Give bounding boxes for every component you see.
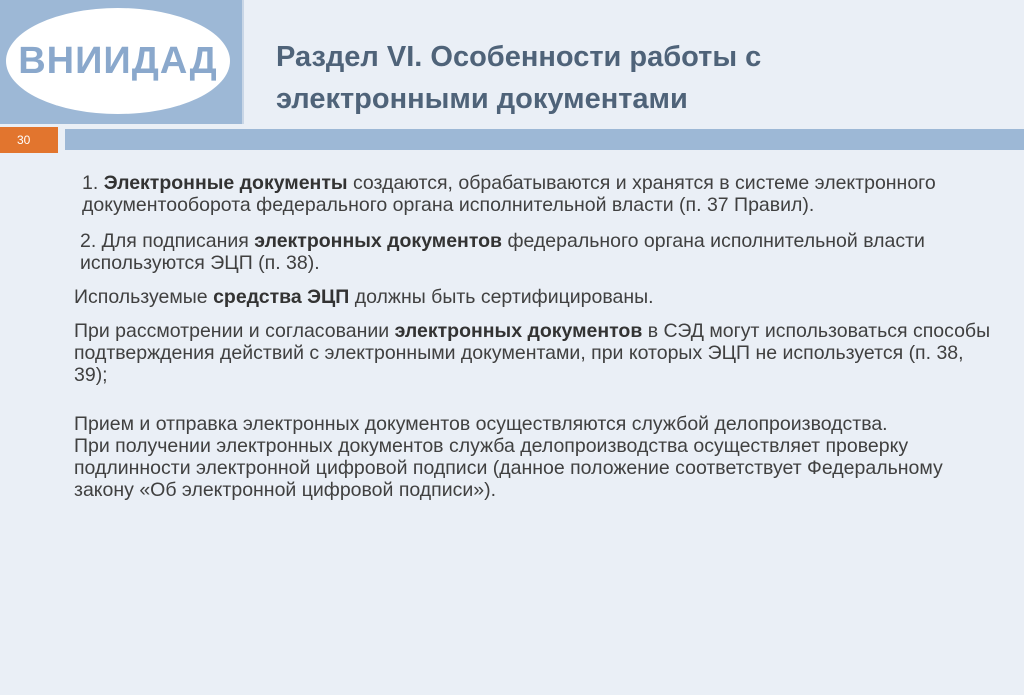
- title-line-1: Раздел VI. Особенности работы с: [276, 41, 762, 73]
- title-line-2: электронными документами: [276, 83, 688, 115]
- slide-content: [74, 172, 994, 501]
- p4-prefix: При рассмотрении и согласовании: [74, 320, 395, 342]
- p3-bold: средства ЭЦП: [213, 286, 350, 308]
- p2-bold: электронных документов: [254, 230, 503, 252]
- p1-text: создаются, обрабатываются и хранятся в системе электронного документооборота федерального органа исполнительной власти (п. 37 Правил).: [82, 172, 936, 216]
- p4-text: в СЭД могут использоваться способы подтверждения действий с электронными документами, при которых ЭЦП не используется (п. 38, 39);: [74, 320, 991, 386]
- p3-prefix: Используемые: [74, 286, 214, 308]
- logo-area: [0, 0, 242, 124]
- p2-text: федерального органа исполнительной власти используются ЭЦП (п. 38).: [80, 230, 925, 274]
- paragraph-3: [74, 286, 994, 308]
- logo-ellipse: [6, 8, 230, 114]
- paragraph-5: [74, 413, 994, 501]
- p4-bold: электронных документов: [394, 320, 643, 342]
- paragraph-2: [74, 230, 994, 274]
- header-bar: [65, 129, 1024, 150]
- p1-prefix: 1.: [82, 172, 104, 194]
- header-divider: [242, 0, 244, 124]
- slide-number-badge: 30: [0, 127, 58, 153]
- p5-line-2: При получении электронных документов служба делопроизводства осуществляет проверку подлинности электронной цифровой подписи (данное положение соответствует Федеральному закону «Об электронной цифровой подписи»).: [74, 435, 943, 501]
- paragraph-1: [74, 172, 994, 216]
- p2-prefix: 2. Для подписания: [80, 230, 255, 252]
- p1-bold: Электронные документы: [103, 172, 348, 194]
- logo-text: ВНИИДАД: [18, 39, 218, 82]
- p3-text: должны быть сертифицированы.: [349, 286, 654, 308]
- paragraph-4: [74, 320, 994, 386]
- p5-line-1: Прием и отправка электронных документов осуществляются службой делопроизводства.: [74, 413, 888, 435]
- slide-title: [276, 36, 996, 120]
